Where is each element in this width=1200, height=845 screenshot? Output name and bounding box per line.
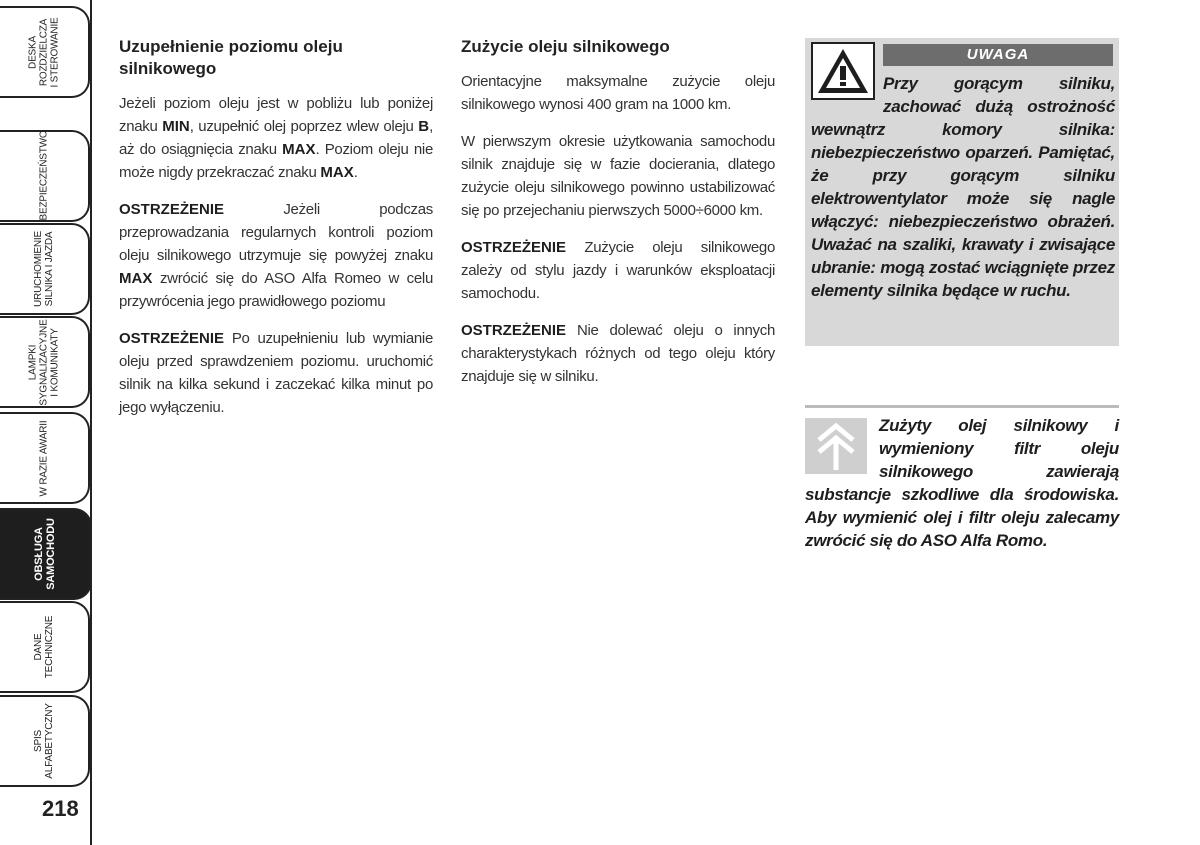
tab-bezpieczenstwo[interactable]	[0, 130, 90, 222]
icon-spacer	[811, 72, 883, 114]
paragraph-warning-after-refill: OSTRZEŻENIE Po uzupełnieniu lub wymianie oleju przed sprawdzeniem poziomu. uruchomić silnik na kilka sekund i zaczekać kilka minut po jego wyłączeniu.	[119, 330, 433, 416]
section-tabs	[0, 0, 92, 845]
tab-label: W RAZIE AWARII	[38, 420, 50, 496]
tab-dane-techniczne[interactable]	[0, 601, 90, 693]
tab-uruchomienie[interactable]	[0, 223, 90, 315]
tab-spis-alfabetyczny[interactable]	[0, 695, 90, 787]
tab-label: LAMPKI SYGNALIZACYJNE I KOMUNIKATY	[27, 318, 61, 406]
tab-label: SPIS ALFABETYCZNY	[33, 703, 55, 779]
column-oil-topup	[119, 36, 433, 433]
paragraph-max-consumption: Orientacyjne maksymalne zużycie oleju silnikowego wynosi 400 gram na 1000 km.	[461, 73, 775, 113]
tab-obsluga-samochodu[interactable]	[0, 508, 92, 600]
environment-note: Zużyty olej silnikowy i wymieniony filtr oleju silnikowego zawierają substancje szkodliwe dla środowiska. Aby wymienić olej i filtr oleju zalecamy zwrócić się do ASO Alfa Romo.	[805, 416, 1119, 550]
heading-oil-topup: Uzupełnienie poziomu oleju silnikowego	[119, 37, 343, 78]
icon-spacer	[805, 414, 879, 480]
tab-label: OBSŁUGA SAMOCHODU	[33, 518, 57, 590]
tab-label: DESKA ROZDZIELCZA I STEROWANIE	[27, 17, 61, 88]
tab-lampki[interactable]	[0, 316, 90, 408]
warning-box	[805, 38, 1119, 346]
paragraph-warning-other-oil: OSTRZEŻENIE Nie dolewać oleju o innych charakterystykach różnych od tego oleju który znajduje się w silniku.	[461, 322, 775, 385]
tab-label: BEZPIECZEŃSTWO	[38, 130, 50, 220]
paragraph-topup-instructions: Jeżeli poziom oleju jest w pobliżu lub poniżej znaku MIN, uzupełnić olej poprzez wlew oleju B, aż do osiągnięcia znaku MAX. Poziom oleju nie może nigdy przekraczać znaku MAX.	[119, 95, 433, 181]
warning-header: UWAGA	[883, 44, 1113, 66]
warning-text: Przy gorącym silniku, zachować dużą ostrożność wewnątrz komory silnika: niebezpieczeństwo oparzeń. Pamiętać, że przy gorącym silniku elektrowentylator może się nagle włączyć: niebezpieczeństwo obrażeń. Uważać na szaliki, krawaty i zwisające ubranie: mogą zostać wciągnięte przez elementy silnika będące w ruchu.	[811, 74, 1115, 300]
divider-rule	[805, 405, 1119, 408]
column-oil-consumption	[461, 36, 775, 402]
tab-w-razie-awarii[interactable]	[0, 412, 90, 504]
paragraph-warning-above-max: OSTRZEŻENIE Jeżeli podczas przeprowadzania regularnych kontroli poziom oleju silnikowego utrzymuje się powyżej znaku MAX zwrócić się do ASO Alfa Romeo w celu przywrócenia jego prawidłowego poziomu	[119, 201, 433, 310]
heading-oil-consumption: Zużycie oleju silnikowego	[461, 37, 670, 56]
tab-deska-rozdzielcza[interactable]	[0, 6, 90, 98]
paragraph-break-in: W pierwszym okresie użytkowania samochodu silnik znajduje się w fazie docierania, dlatego zużycie oleju silnikowego powinno ustabilizować się po przejechaniu pierwszych 5000÷6000 km.	[461, 133, 775, 219]
tab-label: URUCHOMIENIE SILNIKA I JAZDA	[33, 231, 55, 307]
paragraph-warning-driving-style: OSTRZEŻENIE Zużycie oleju silnikowego zależy od stylu jazdy i warunków eksploatacji samochodu.	[461, 239, 775, 302]
tab-label: DANE TECHNICZNE	[33, 615, 55, 679]
page-number: 218	[42, 796, 79, 821]
tab-rail	[90, 0, 92, 845]
